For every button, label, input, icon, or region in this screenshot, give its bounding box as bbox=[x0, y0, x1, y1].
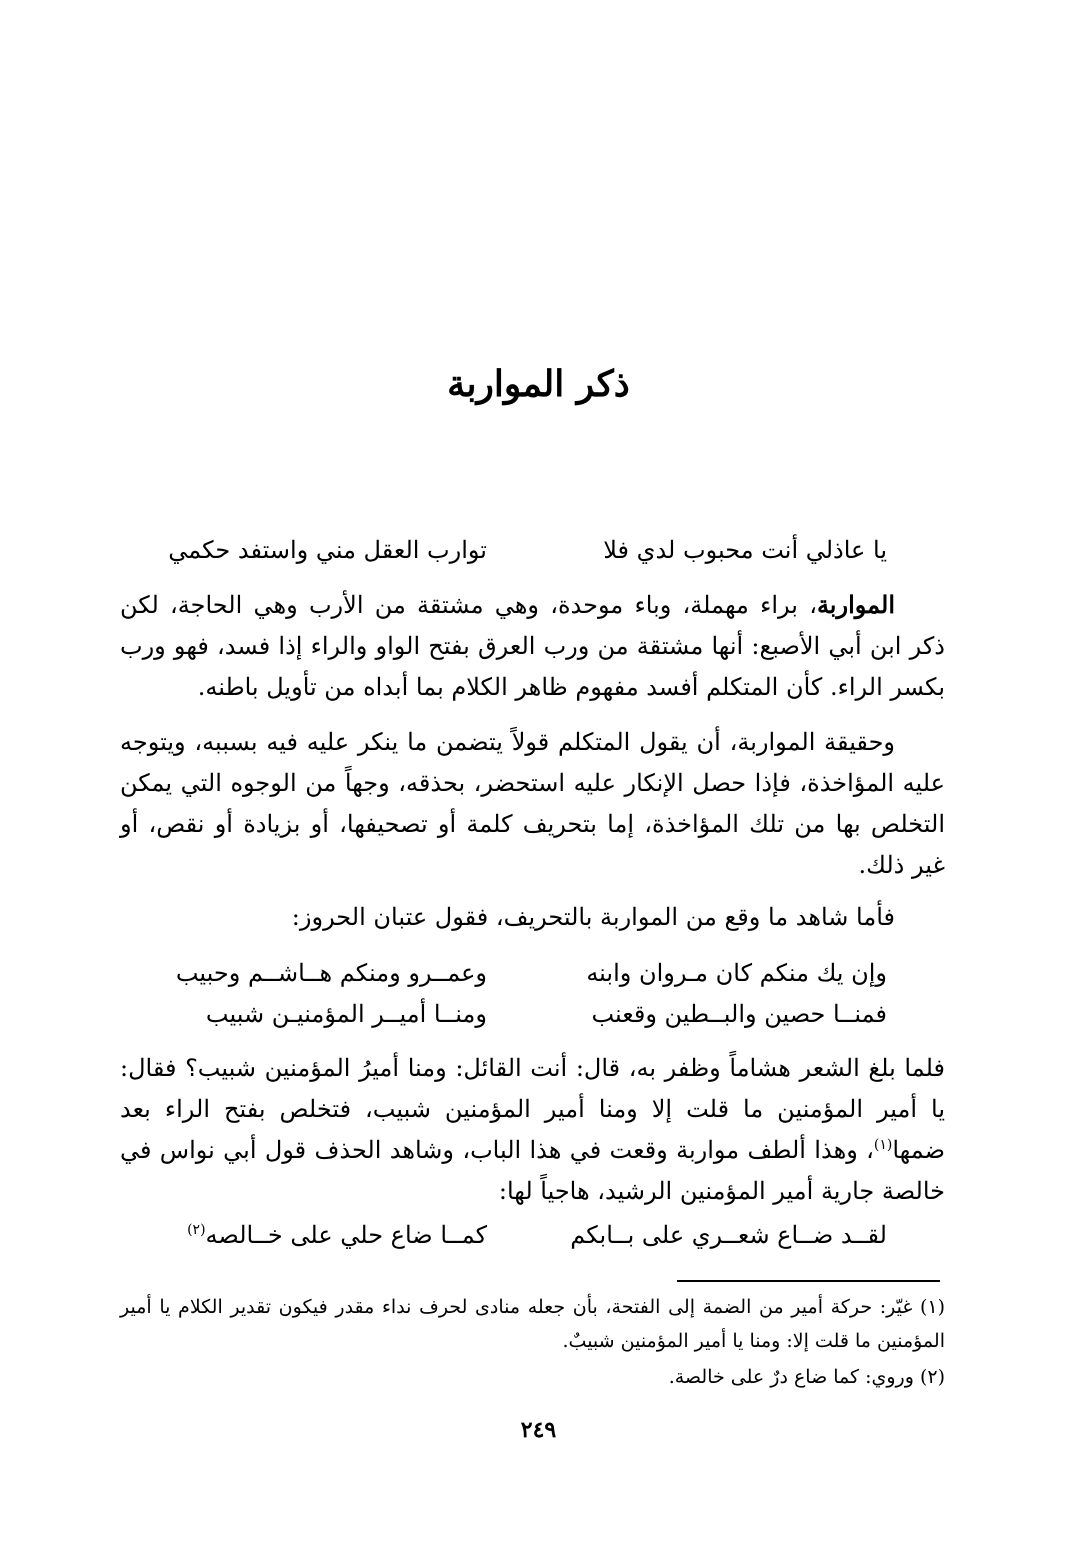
paragraph-4-text: فلما بلغ الشعر هشاماً وظفر به، قال: أنت القائل: ومنا أميرُ المؤمنين شبيب؟ فقال: يا أمير المؤمنين ما قلت إلا ومنا أمير المؤمنين شبيب، فتخلص بفتح الراء بعد ضمها bbox=[120, 1054, 945, 1164]
verse-2-second-hemistich: وعمــرو ومنكم هــاشــم وحبيب bbox=[175, 959, 487, 987]
footnote-2: (٢) وروي: كما ضاع درٌ على خالصة. bbox=[668, 1366, 945, 1388]
verse-line-2 bbox=[175, 955, 887, 991]
verse-4-second-hemistich-text: كمــا ضاع حلي على خــالصه bbox=[205, 1221, 487, 1249]
verse-1-second-hemistich: توارب العقل مني واستفد حكمي bbox=[168, 536, 487, 564]
footnote-1: (١) غيّر: حركة أمير من الضمة إلى الفتحة، بأن جعله منادى لحرف نداء مقدر فيكون تقدير الكلام يا أمير المؤمنين ما قلت إلا: ومنا يا أمير المؤمنين شبيبٌ. bbox=[120, 1296, 945, 1352]
verse-3-second-hemistich: ومنــا أميــر المؤمنيـن شبيب bbox=[205, 1000, 487, 1028]
verse-line-1 bbox=[168, 532, 887, 568]
verse-2-first-hemistich: وإن يك منكم كان مـروان وابنه bbox=[586, 959, 887, 987]
paragraph-4-tail: ، وهذا ألطف مواربة وقعت في هذا الباب، وشاهد الحذف قول أبي نواس في خالصة جارية أمير المؤمنين الرشيد، هاجياً لها: bbox=[120, 1136, 945, 1205]
verse-line-4 bbox=[187, 1217, 887, 1253]
verse-4-second-hemistich bbox=[187, 1217, 487, 1253]
verse-1-first-hemistich: يا عاذلي أنت محبوب لدي فلا bbox=[603, 536, 887, 564]
paragraph-1-text: ، براء مهملة، وباء موحدة، وهي مشتقة من الأرب وهي الحاجة، لكن ذكر ابن أبي الأصبع: أنها مشتقة من ورب العرق بفتح الواو والراء إذا فسد، فهو ورب بكسر الراء. كأن المتكلم أفسد مفهوم ظاهر الكلام بما أبداه من تأويل باطنه. bbox=[120, 591, 945, 701]
verse-4-first-hemistich: لقــد ضــاع شعــري على بــابكم bbox=[570, 1221, 887, 1249]
verse-3-first-hemistich: فمنــا حصين والبــطين وقعنب bbox=[591, 1000, 887, 1028]
paragraph-4 bbox=[120, 1048, 945, 1212]
page-number: ٢٤٩ bbox=[520, 1417, 557, 1443]
footnote-separator bbox=[677, 1280, 940, 1282]
verse-line-3 bbox=[187, 996, 887, 1032]
paragraph-2: وحقيقة المواربة، أن يقول المتكلم قولاً يتضمن ما ينكر عليه فيه بسببه، ويتوجه عليه المؤاخذة، فإذا حصل الإنكار عليه استحضر، بحذقه، وجهاً من الوجوه التي يمكن التخلص بها من تلك المؤاخذة، إما بتحريف كلمة أو تصحيفها، أو بزيادة أو نقص، أو غير ذلك. bbox=[120, 728, 945, 879]
paragraph-1-lead-term: المواربة bbox=[816, 590, 895, 619]
paragraph-3: فأما شاهد ما وقع من المواربة بالتحريف، فقول عتبان الحروز: bbox=[291, 903, 895, 931]
footnote-ref-1: (١) bbox=[873, 1137, 893, 1153]
chapter-title: ذكر المواربة bbox=[447, 363, 630, 405]
footnote-ref-2: (٢) bbox=[187, 1222, 206, 1238]
paragraph-1 bbox=[120, 584, 945, 708]
